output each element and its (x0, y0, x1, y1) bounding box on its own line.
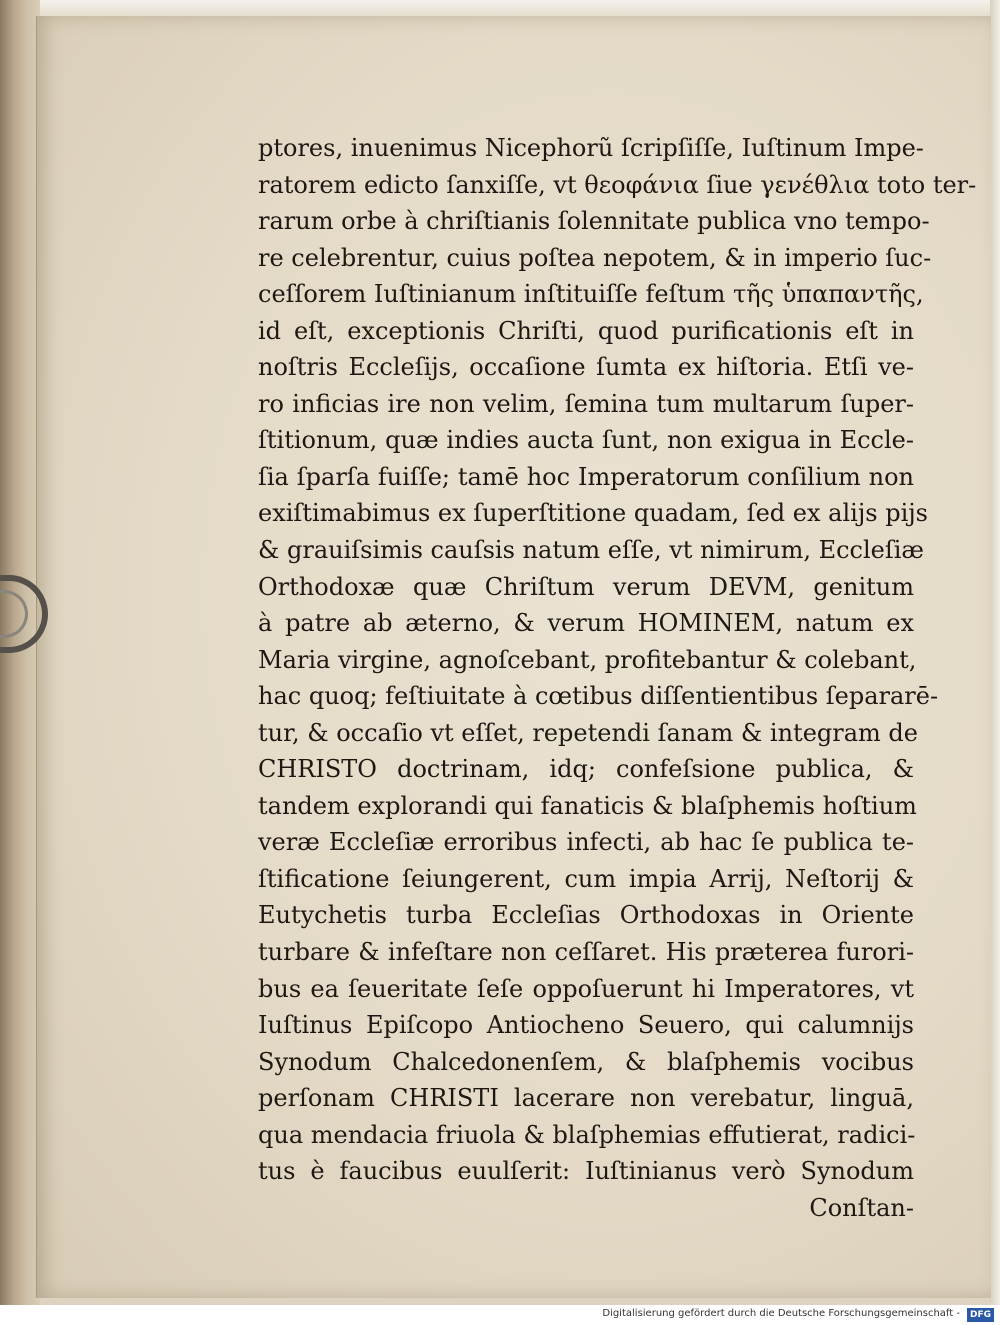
text-line: ratorem edicto ſanxiſſe, vt θεοφάνια ſiue γενέθλια toto ter- (258, 170, 977, 199)
text-line: perſonam CHRISTI lacerare non verebatur, linguā, (258, 1084, 914, 1113)
dfg-logo-icon: DFG (967, 1308, 994, 1322)
text-line: & grauiſsimis cauſsis natum eſſe, vt nimirum, Eccleſiæ (258, 536, 924, 565)
text-line: noſtris Eccleſijs, occaſione ſumta ex hiſtoria. Etſi ve- (258, 353, 914, 382)
footer-credit-text: Digitalisierung gefördert durch die Deutsche Forschungsgemeinschaft - (602, 1308, 960, 1319)
text-line: bus ea ſeueritate ſeſe oppoſuerunt hi Imperatores, vt (258, 974, 914, 1003)
text-line: CHRISTO doctrinam, idq; confeſsione publica, & (258, 755, 914, 784)
text-line: ptores, inuenimus Nicephorũ ſcripſiſſe, Iuſtinum Impe- (258, 134, 924, 162)
text-line: tus è faucibus euulſerit: Iuſtinianus verò Synodum (258, 1157, 914, 1186)
text-line: veræ Eccleſiæ erroribus infecti, ab hac ſe publica te- (258, 828, 914, 857)
text-line: Synodum Chalcedonenſem, & blaſphemis vocibus (258, 1047, 914, 1076)
text-line: exiſtimabimus ex ſuperſtitione quadam, ſed ex alijs pijs (258, 499, 928, 528)
text-line: qua mendacia friuola & blaſphemias effutierat, radici- (258, 1120, 916, 1149)
text-line: re celebrentur, cuius poſtea nepotem, & in imperio ſuc- (258, 243, 932, 272)
page-body-text (258, 130, 977, 1226)
text-line: tur, & occaſio vt eſſet, repetendi ſanam & integram de (258, 718, 918, 747)
text-line: ſtitionum, quæ indies aucta ſunt, non exigua in Eccle- (258, 426, 914, 455)
text-line: ſia ſparſa fuiſſe; tamē hoc Imperatorum conſilium non (258, 462, 914, 491)
text-line: ſtificatione ſeiungerent, cum impia Arrij, Neſtorij & (258, 864, 914, 893)
text-line: Maria virgine, agnoſcebant, profitebantur & colebant, (258, 645, 917, 674)
text-line: hac quoq; feſtiuitate à cœtibus diſſentientibus ſepararē- (258, 682, 939, 711)
text-line: Eutychetis turba Eccleſias Orthodoxas in Oriente (258, 901, 914, 930)
text-line: rarum orbe à chriſtianis ſolennitate publica vno tempo- (258, 207, 930, 236)
text-line: tandem explorandi qui fanaticis & blaſphemis hoſtium (258, 791, 917, 820)
text-line: à patre ab æterno, & verum HOMINEM, natum ex (258, 609, 914, 638)
text-line: turbare & infeſtare non ceſſaret. His præterea furori- (258, 938, 914, 967)
text-line: Orthodoxæ quæ Chriſtum verum DEVM, genitum (258, 572, 914, 601)
catchword: Conſtan- (809, 1193, 914, 1222)
text-line: id eſt, exceptionis Chriſti, quod purificationis eſt in (258, 316, 914, 345)
text-line: ceſſorem Iuſtinianum inſtituiſſe feſtum τῆς ὑπαπαντῆς, (258, 280, 924, 309)
text-line: Iuſtinus Epiſcopo Antiocheno Seuero, qui calumnijs (258, 1011, 914, 1040)
book-edge-right (990, 0, 1000, 1305)
text-line: ro inficias ire non velim, ſemina tum multarum ſuper- (258, 389, 914, 418)
